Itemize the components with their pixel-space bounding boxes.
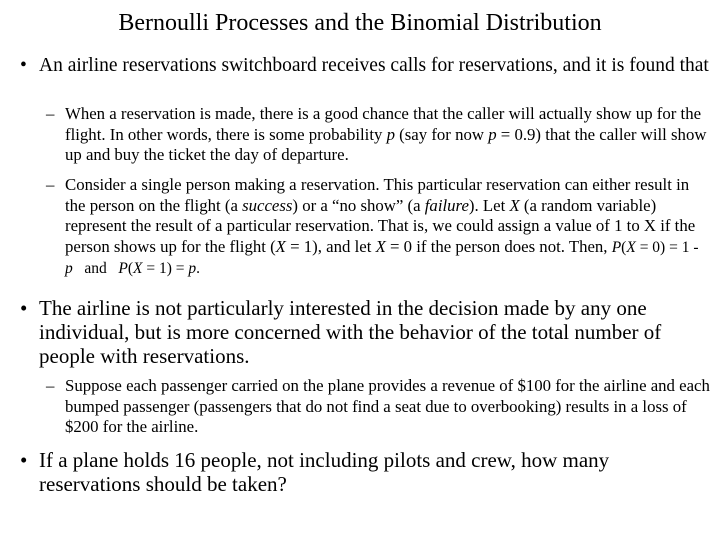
dash-mark: – bbox=[46, 104, 55, 123]
text: (say for now bbox=[394, 124, 489, 144]
var-x: X bbox=[375, 236, 386, 256]
text: = 0 if the person does not. Then, bbox=[385, 236, 612, 256]
bullet-mark: • bbox=[20, 296, 28, 320]
term-success: success bbox=[242, 195, 293, 215]
bullet-text: The airline is not particularly interested in the decision made by any one individual, but is more concerned with the behavior of the total number of people with reservations. bbox=[39, 296, 662, 368]
math-symbol: X bbox=[133, 260, 143, 277]
bullet-mark: • bbox=[20, 55, 27, 76]
math-text: and bbox=[72, 260, 119, 277]
text: = 0.9) that the caller will show up and buy the ticket the day of departure. bbox=[65, 124, 707, 164]
math-text: . bbox=[196, 260, 201, 277]
sub-bullet-show-probability bbox=[46, 104, 710, 166]
bullet-airline-interest bbox=[20, 296, 710, 368]
text: When a reservation is made, there is a good chance that the caller will actually show up for the flight. In other words, there is some probability bbox=[65, 104, 702, 144]
var-x: X bbox=[509, 195, 520, 215]
term-failure: failure bbox=[424, 195, 469, 215]
math-text: ( bbox=[621, 238, 627, 256]
text: ) or a “no show” (a bbox=[292, 195, 425, 215]
math-text: = 1) = bbox=[142, 260, 189, 277]
math-symbol: X bbox=[626, 238, 636, 256]
bullet-text: If a plane holds 16 people, not including pilots and crew, how many reservations should be taken? bbox=[39, 448, 610, 496]
math-text: ( bbox=[127, 260, 134, 277]
text: Consider a single person making a reservation. This particular reservation can either result in the person on the flight (a bbox=[65, 175, 690, 215]
bullet-airline-calls bbox=[20, 55, 710, 77]
sub-bullet-single-reservation bbox=[46, 175, 710, 280]
var-p: p bbox=[386, 124, 395, 144]
text: Suppose each passenger carried on the plane provides a revenue of $100 for the airline and each bumped passenger (passengers that do not find a seat due to overbooking) results in a loss of $200 for the airline. bbox=[65, 376, 710, 436]
var-p: p bbox=[488, 124, 497, 144]
math-symbol: P bbox=[611, 238, 622, 256]
bullet-mark: • bbox=[20, 448, 28, 472]
bullet-question bbox=[20, 448, 710, 496]
text: = 1), and let bbox=[285, 236, 376, 256]
text: ). Let bbox=[468, 195, 510, 215]
bullet-text: An airline reservations switchboard receives calls for reservations, and it is found that bbox=[39, 55, 709, 76]
dash-mark: – bbox=[46, 175, 55, 194]
math-symbol: p bbox=[65, 260, 73, 277]
sub-bullet-revenue bbox=[46, 376, 710, 438]
var-x: X bbox=[275, 236, 286, 256]
math-text: = 0) = 1 - bbox=[635, 238, 699, 256]
dash-mark: – bbox=[46, 376, 55, 395]
slide-title: Bernoulli Processes and the Binomial Distribution bbox=[118, 10, 602, 36]
math-symbol: P bbox=[118, 260, 128, 277]
math-symbol: p bbox=[188, 260, 197, 277]
text: (a random variable) represent the result of a particular reservation. That is, we could assign a value of 1 to X if the person shows up for the flight ( bbox=[65, 195, 696, 256]
